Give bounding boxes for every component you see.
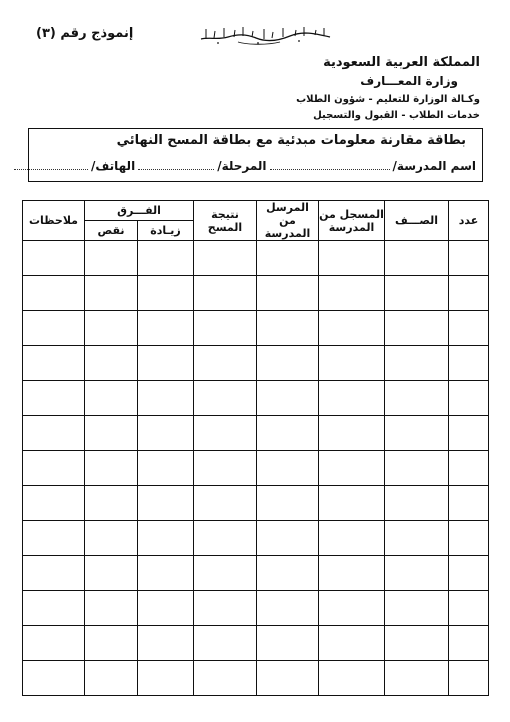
table-cell[interactable]	[319, 416, 385, 451]
table-cell[interactable]	[449, 556, 489, 591]
table-cell[interactable]	[194, 521, 257, 556]
table-cell[interactable]	[194, 311, 257, 346]
table-cell[interactable]	[85, 661, 138, 696]
basmala-calligraphy	[198, 22, 333, 46]
table-cell[interactable]	[85, 241, 138, 276]
table-row	[23, 451, 489, 486]
comparison-table	[22, 200, 489, 696]
table-cell[interactable]	[23, 591, 85, 626]
col-difference-header: الفـــرق	[85, 201, 194, 221]
table-cell[interactable]	[23, 416, 85, 451]
services-name: خدمات الطلاب - القبول والتسجيل	[313, 110, 480, 121]
phone-field[interactable]	[14, 159, 88, 170]
basmala-calligraphy-icon	[198, 22, 333, 46]
table-cell[interactable]	[385, 626, 449, 661]
table-cell[interactable]	[138, 416, 194, 451]
table-cell[interactable]	[257, 451, 319, 486]
table-cell[interactable]	[23, 276, 85, 311]
table-cell[interactable]	[85, 591, 138, 626]
table-cell[interactable]	[85, 346, 138, 381]
table-cell[interactable]	[23, 311, 85, 346]
table-cell[interactable]	[138, 451, 194, 486]
table-cell[interactable]	[23, 486, 85, 521]
table-row	[23, 416, 489, 451]
stage-field[interactable]	[138, 159, 214, 170]
table-cell[interactable]	[319, 346, 385, 381]
table-cell[interactable]	[385, 486, 449, 521]
table-cell[interactable]	[85, 556, 138, 591]
table-cell[interactable]	[138, 661, 194, 696]
table-cell[interactable]	[85, 521, 138, 556]
table-cell[interactable]	[138, 381, 194, 416]
table-cell[interactable]	[194, 661, 257, 696]
school-label: اسم المدرسة/	[392, 159, 476, 173]
table-cell[interactable]	[194, 591, 257, 626]
table-row	[23, 591, 489, 626]
table-cell[interactable]	[449, 346, 489, 381]
table-cell[interactable]	[194, 346, 257, 381]
col-registered-header: المسجل من المدرسة	[319, 201, 385, 241]
table-cell[interactable]	[449, 416, 489, 451]
table-cell[interactable]	[257, 626, 319, 661]
col-class-header: الصـــف	[385, 201, 449, 241]
table-cell[interactable]	[194, 241, 257, 276]
table-cell[interactable]	[194, 556, 257, 591]
table-cell[interactable]	[138, 556, 194, 591]
table-cell[interactable]	[257, 486, 319, 521]
table-cell[interactable]	[138, 486, 194, 521]
table-cell[interactable]	[319, 311, 385, 346]
table-cell[interactable]	[319, 381, 385, 416]
table-cell[interactable]	[23, 556, 85, 591]
table-cell[interactable]	[85, 486, 138, 521]
table-cell[interactable]	[257, 416, 319, 451]
table-cell[interactable]	[138, 276, 194, 311]
table-cell[interactable]	[385, 521, 449, 556]
table-cell[interactable]	[23, 451, 85, 486]
kingdom-name: المملكة العربية السعودية	[323, 55, 480, 70]
table-row	[23, 556, 489, 591]
table-cell[interactable]	[257, 521, 319, 556]
table-cell[interactable]	[319, 626, 385, 661]
table-cell[interactable]	[257, 346, 319, 381]
table-cell[interactable]	[85, 451, 138, 486]
table-row	[23, 346, 489, 381]
table-cell[interactable]	[23, 241, 85, 276]
table-cell[interactable]	[85, 626, 138, 661]
table-cell[interactable]	[319, 591, 385, 626]
table-cell[interactable]	[385, 276, 449, 311]
table-cell[interactable]	[319, 451, 385, 486]
phone-label: الهاتف/	[90, 159, 136, 173]
table-cell[interactable]	[194, 486, 257, 521]
table-cell[interactable]	[194, 416, 257, 451]
table-cell[interactable]	[449, 521, 489, 556]
table-cell[interactable]	[385, 381, 449, 416]
table-cell[interactable]	[23, 626, 85, 661]
table-cell[interactable]	[385, 416, 449, 451]
table-cell[interactable]	[449, 241, 489, 276]
table-cell[interactable]	[257, 591, 319, 626]
table-cell[interactable]	[385, 451, 449, 486]
table-cell[interactable]	[23, 521, 85, 556]
table-cell[interactable]	[257, 276, 319, 311]
table-cell[interactable]	[257, 661, 319, 696]
table-cell[interactable]	[449, 626, 489, 661]
table-cell[interactable]	[385, 556, 449, 591]
col-increase-header: زيـادة	[138, 221, 194, 241]
table-cell[interactable]	[23, 661, 85, 696]
table-cell[interactable]	[85, 381, 138, 416]
form-number: إنموذج رقم (٣)	[36, 26, 134, 41]
card-info-row	[11, 159, 476, 173]
table-row	[23, 626, 489, 661]
table-cell[interactable]	[194, 381, 257, 416]
table-cell[interactable]	[23, 381, 85, 416]
table-cell[interactable]	[138, 346, 194, 381]
table-cell[interactable]	[138, 311, 194, 346]
col-survey-header: نتيجة المسح	[194, 201, 257, 241]
col-sent-header: المرسل من المدرسة	[257, 201, 319, 241]
table-cell[interactable]	[319, 661, 385, 696]
table-cell[interactable]	[85, 276, 138, 311]
table-cell[interactable]	[23, 346, 85, 381]
table-row	[23, 381, 489, 416]
table-cell[interactable]	[449, 486, 489, 521]
col-decrease-header: نقص	[85, 221, 138, 241]
table-cell[interactable]	[449, 591, 489, 626]
table-cell[interactable]	[449, 661, 489, 696]
table-cell[interactable]	[194, 276, 257, 311]
table-cell[interactable]	[138, 591, 194, 626]
table-cell[interactable]	[138, 241, 194, 276]
ministry-name: وزارة المعـــارف	[360, 74, 458, 88]
table-cell[interactable]	[319, 556, 385, 591]
table-cell[interactable]	[385, 311, 449, 346]
table-cell[interactable]	[449, 276, 489, 311]
table-row	[23, 661, 489, 696]
table-body	[23, 241, 489, 696]
table-cell[interactable]	[257, 241, 319, 276]
table-cell[interactable]	[319, 276, 385, 311]
table-cell[interactable]	[385, 346, 449, 381]
table-cell[interactable]	[449, 311, 489, 346]
school-field[interactable]	[270, 159, 390, 170]
table-cell[interactable]	[194, 451, 257, 486]
stage-label: المرحلة/	[217, 159, 267, 173]
card-info-box	[28, 128, 483, 182]
table-cell[interactable]	[319, 241, 385, 276]
table-cell[interactable]	[449, 381, 489, 416]
table-cell[interactable]	[319, 521, 385, 556]
col-notes-header: ملاحظات	[23, 201, 85, 241]
col-number-header: عدد	[449, 201, 489, 241]
table-cell[interactable]	[385, 661, 449, 696]
table-cell[interactable]	[319, 486, 385, 521]
table-cell[interactable]	[85, 416, 138, 451]
table-row	[23, 241, 489, 276]
table-cell[interactable]	[85, 311, 138, 346]
table-cell[interactable]	[257, 556, 319, 591]
table-cell[interactable]	[257, 311, 319, 346]
agency-name: وكـالة الوزارة للتعليم - شؤون الطلاب	[296, 94, 480, 105]
table-cell[interactable]	[138, 521, 194, 556]
table-row	[23, 276, 489, 311]
table-row	[23, 311, 489, 346]
card-title: بطاقة مقارنة معلومات مبدئية مع بطاقة المسح النهائي	[116, 133, 466, 148]
table-cell[interactable]	[257, 381, 319, 416]
table-cell[interactable]	[449, 451, 489, 486]
table-cell[interactable]	[385, 241, 449, 276]
table-cell[interactable]	[385, 591, 449, 626]
table-cell[interactable]	[194, 626, 257, 661]
table-row	[23, 521, 489, 556]
table-row	[23, 486, 489, 521]
table-cell[interactable]	[138, 626, 194, 661]
